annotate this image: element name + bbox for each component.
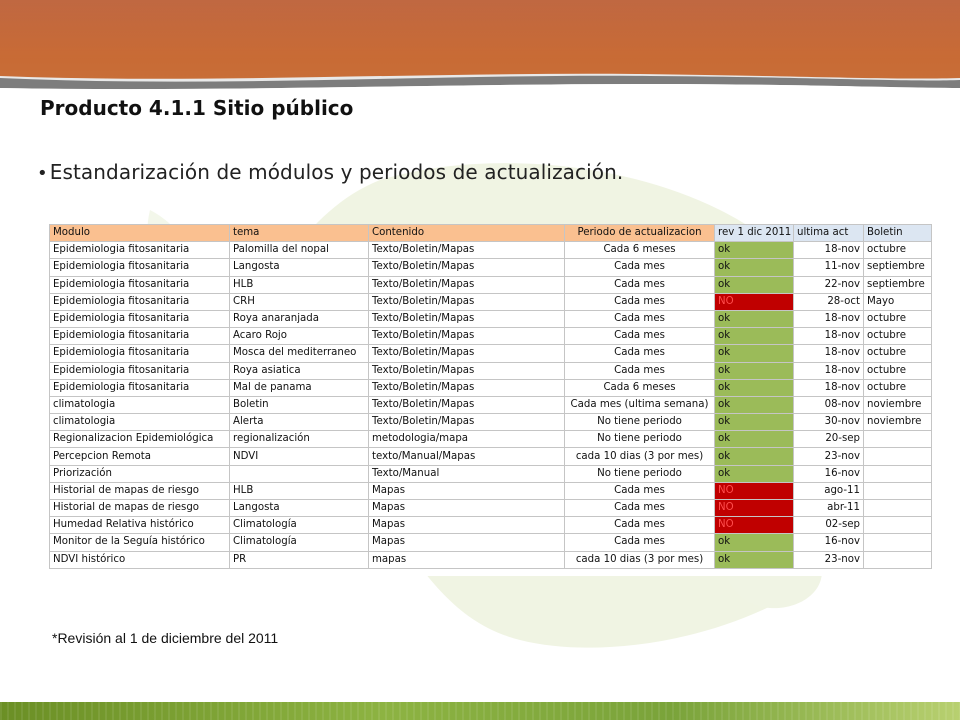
cell-rev-status: ok (715, 242, 794, 259)
cell-tema: Climatología (230, 534, 369, 551)
cell-ultima-act: abr-11 (794, 500, 864, 517)
header-ultima-act: ultima act (794, 225, 864, 242)
table-row (50, 328, 932, 345)
slide-title: Producto 4.1.1 Sitio público (40, 96, 354, 120)
cell-contenido: Mapas (369, 534, 565, 551)
cell-ultima-act: 11-nov (794, 259, 864, 276)
cell-modulo: Priorización (50, 465, 230, 482)
cell-ultima-act: 16-nov (794, 534, 864, 551)
cell-tema: Roya asiatica (230, 362, 369, 379)
cell-boletin: octubre (864, 379, 932, 396)
cell-contenido: Texto/Boletin/Mapas (369, 242, 565, 259)
cell-contenido: Texto/Boletin/Mapas (369, 328, 565, 345)
table-row (50, 448, 932, 465)
cell-tema: regionalización (230, 431, 369, 448)
cell-modulo: Historial de mapas de riesgo (50, 500, 230, 517)
cell-periodo: Cada mes (565, 534, 715, 551)
bullet-point (37, 160, 623, 184)
bullet-symbol: • (37, 163, 48, 184)
table-body (50, 242, 932, 569)
cell-rev-status: ok (715, 534, 794, 551)
cell-contenido: Texto/Boletin/Mapas (369, 293, 565, 310)
cell-tema: Climatología (230, 517, 369, 534)
cell-modulo: Humedad Relativa histórico (50, 517, 230, 534)
cell-modulo: Epidemiologia fitosanitaria (50, 276, 230, 293)
cell-ultima-act: 20-sep (794, 431, 864, 448)
cell-ultima-act: 18-nov (794, 379, 864, 396)
cell-tema: Alerta (230, 414, 369, 431)
cell-boletin (864, 551, 932, 568)
table-row (50, 482, 932, 499)
cell-ultima-act: 18-nov (794, 310, 864, 327)
table-row (50, 500, 932, 517)
cell-tema: PR (230, 551, 369, 568)
cell-boletin: octubre (864, 242, 932, 259)
cell-periodo: Cada 6 meses (565, 379, 715, 396)
table-row (50, 414, 932, 431)
header-tema: tema (230, 225, 369, 242)
cell-tema: Langosta (230, 500, 369, 517)
cell-rev-status: ok (715, 396, 794, 413)
cell-boletin: octubre (864, 328, 932, 345)
cell-periodo: Cada 6 meses (565, 242, 715, 259)
cell-modulo: Percepcion Remota (50, 448, 230, 465)
table-row (50, 431, 932, 448)
footnote: *Revisión al 1 de diciembre del 2011 (52, 630, 279, 646)
cell-modulo: Epidemiologia fitosanitaria (50, 259, 230, 276)
cell-modulo: NDVI histórico (50, 551, 230, 568)
cell-modulo: Epidemiologia fitosanitaria (50, 379, 230, 396)
cell-periodo: Cada mes (ultima semana) (565, 396, 715, 413)
cell-rev-status: ok (715, 328, 794, 345)
cell-tema: Boletin (230, 396, 369, 413)
status-table (49, 224, 932, 569)
header-modulo: Modulo (50, 225, 230, 242)
cell-tema: Acaro Rojo (230, 328, 369, 345)
cell-boletin: octubre (864, 345, 932, 362)
cell-modulo: Monitor de la Seguía histórico (50, 534, 230, 551)
cell-modulo: Regionalizacion Epidemiológica (50, 431, 230, 448)
cell-modulo: Epidemiologia fitosanitaria (50, 362, 230, 379)
cell-boletin: octubre (864, 310, 932, 327)
cell-periodo: Cada mes (565, 259, 715, 276)
cell-contenido: Texto/Boletin/Mapas (369, 414, 565, 431)
cell-ultima-act: ago-11 (794, 482, 864, 499)
cell-periodo: No tiene periodo (565, 431, 715, 448)
cell-boletin (864, 482, 932, 499)
cell-contenido: Mapas (369, 482, 565, 499)
cell-rev-status: NO (715, 482, 794, 499)
table-row (50, 396, 932, 413)
cell-rev-status: ok (715, 414, 794, 431)
cell-ultima-act: 30-nov (794, 414, 864, 431)
cell-modulo: Epidemiologia fitosanitaria (50, 328, 230, 345)
cell-contenido: Texto/Boletin/Mapas (369, 259, 565, 276)
cell-boletin (864, 431, 932, 448)
table-row (50, 534, 932, 551)
cell-periodo: Cada mes (565, 293, 715, 310)
table-row (50, 379, 932, 396)
cell-ultima-act: 16-nov (794, 465, 864, 482)
cell-contenido: Texto/Boletin/Mapas (369, 396, 565, 413)
cell-modulo: Epidemiologia fitosanitaria (50, 310, 230, 327)
cell-tema: Mal de panama (230, 379, 369, 396)
cell-periodo: Cada mes (565, 328, 715, 345)
table-row (50, 517, 932, 534)
cell-periodo: Cada mes (565, 310, 715, 327)
cell-tema: Roya anaranjada (230, 310, 369, 327)
cell-tema: Mosca del mediterraneo (230, 345, 369, 362)
table-row (50, 345, 932, 362)
table-row (50, 276, 932, 293)
cell-boletin (864, 534, 932, 551)
cell-ultima-act: 08-nov (794, 396, 864, 413)
cell-contenido: Texto/Manual (369, 465, 565, 482)
cell-boletin (864, 448, 932, 465)
cell-rev-status: NO (715, 500, 794, 517)
table-row (50, 362, 932, 379)
cell-ultima-act: 02-sep (794, 517, 864, 534)
cell-modulo: Epidemiologia fitosanitaria (50, 242, 230, 259)
table-row (50, 551, 932, 568)
cell-periodo: Cada mes (565, 517, 715, 534)
cell-rev-status: ok (715, 431, 794, 448)
top-band-gloss (0, 0, 960, 60)
cell-ultima-act: 18-nov (794, 362, 864, 379)
cell-contenido: Mapas (369, 500, 565, 517)
cell-contenido: Texto/Boletin/Mapas (369, 310, 565, 327)
cell-tema: Langosta (230, 259, 369, 276)
cell-rev-status: ok (715, 259, 794, 276)
bottom-band-texture (0, 702, 960, 720)
cell-tema: HLB (230, 482, 369, 499)
header-boletin: Boletin (864, 225, 932, 242)
status-table-container (49, 224, 931, 576)
cell-ultima-act: 23-nov (794, 551, 864, 568)
cell-boletin: noviembre (864, 396, 932, 413)
cell-boletin: noviembre (864, 414, 932, 431)
cell-rev-status: ok (715, 465, 794, 482)
cell-ultima-act: 18-nov (794, 345, 864, 362)
cell-rev-status: ok (715, 345, 794, 362)
cell-contenido: Texto/Boletin/Mapas (369, 362, 565, 379)
table-row (50, 242, 932, 259)
cell-periodo: cada 10 dias (3 por mes) (565, 448, 715, 465)
cell-rev-status: ok (715, 379, 794, 396)
cell-boletin: septiembre (864, 276, 932, 293)
cell-boletin (864, 517, 932, 534)
cell-boletin: octubre (864, 362, 932, 379)
cell-modulo: climatologia (50, 414, 230, 431)
cell-rev-status: ok (715, 276, 794, 293)
header-rev: rev 1 dic 2011 (715, 225, 794, 242)
header-contenido: Contenido (369, 225, 565, 242)
cell-contenido: Mapas (369, 517, 565, 534)
cell-periodo: Cada mes (565, 345, 715, 362)
cell-modulo: Epidemiologia fitosanitaria (50, 345, 230, 362)
cell-contenido: Texto/Boletin/Mapas (369, 345, 565, 362)
table-row (50, 310, 932, 327)
cell-rev-status: ok (715, 310, 794, 327)
header-periodo: Periodo de actualizacion (565, 225, 715, 242)
cell-ultima-act: 23-nov (794, 448, 864, 465)
cell-rev-status: NO (715, 517, 794, 534)
cell-tema: Palomilla del nopal (230, 242, 369, 259)
cell-modulo: Historial de mapas de riesgo (50, 482, 230, 499)
cell-boletin (864, 500, 932, 517)
table-row (50, 259, 932, 276)
cell-modulo: climatologia (50, 396, 230, 413)
cell-periodo: Cada mes (565, 482, 715, 499)
cell-contenido: metodologia/mapa (369, 431, 565, 448)
cell-periodo: No tiene periodo (565, 465, 715, 482)
table-row (50, 465, 932, 482)
cell-ultima-act: 18-nov (794, 242, 864, 259)
cell-boletin (864, 465, 932, 482)
cell-ultima-act: 28-oct (794, 293, 864, 310)
cell-periodo: Cada mes (565, 362, 715, 379)
cell-periodo: cada 10 dias (3 por mes) (565, 551, 715, 568)
cell-contenido: mapas (369, 551, 565, 568)
cell-ultima-act: 22-nov (794, 276, 864, 293)
cell-ultima-act: 18-nov (794, 328, 864, 345)
cell-tema (230, 465, 369, 482)
cell-modulo: Epidemiologia fitosanitaria (50, 293, 230, 310)
cell-periodo: Cada mes (565, 276, 715, 293)
cell-periodo: No tiene periodo (565, 414, 715, 431)
cell-rev-status: ok (715, 551, 794, 568)
cell-contenido: Texto/Boletin/Mapas (369, 276, 565, 293)
cell-tema: NDVI (230, 448, 369, 465)
bottom-decorative-band (0, 702, 960, 720)
cell-rev-status: ok (715, 448, 794, 465)
cell-contenido: texto/Manual/Mapas (369, 448, 565, 465)
table-row (50, 293, 932, 310)
bullet-text: Estandarización de módulos y periodos de actualización. (49, 160, 624, 184)
cell-periodo: Cada mes (565, 500, 715, 517)
cell-rev-status: ok (715, 362, 794, 379)
cell-tema: CRH (230, 293, 369, 310)
cell-boletin: Mayo (864, 293, 932, 310)
table-header-row (50, 225, 932, 242)
cell-rev-status: NO (715, 293, 794, 310)
cell-tema: HLB (230, 276, 369, 293)
cell-boletin: septiembre (864, 259, 932, 276)
cell-contenido: Texto/Boletin/Mapas (369, 379, 565, 396)
